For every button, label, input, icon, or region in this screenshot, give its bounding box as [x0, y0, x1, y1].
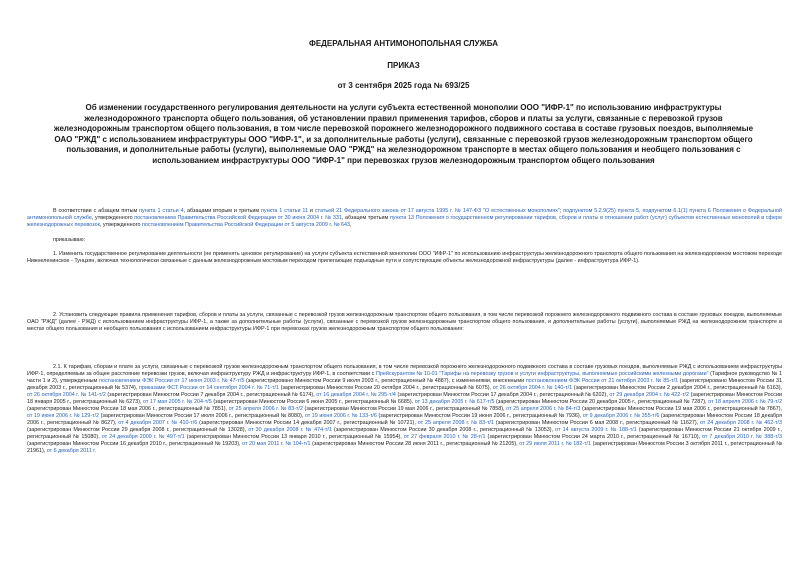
document-type: ПРИКАЗ [387, 61, 420, 70]
text-segment: (зарегистрирован Минюстом России 17 декабря 2004 г., регистрационный № 6202), [395, 392, 610, 398]
text-segment: (зарегистрирован Минюстом России 3 октября 2011 г., регистрационный № 21961), [27, 441, 782, 454]
text-segment: В соответствии с абзацем пятым [53, 208, 140, 214]
text-segment: (зарегистрирован Минюстом России 19 мая 2006 г., регистрационный № 7858), [302, 406, 507, 412]
document-link[interactable]: от 25 апреля 2008 г. № 83-т/1 [417, 420, 494, 426]
text-segment: (Тарифное руководство № 1 части 1 и 2), утвержденным [27, 371, 782, 384]
preamble-paragraph [27, 208, 782, 229]
document-link[interactable]: подпунктом 5.2.9(25) пункта 5, подпунктом 6.1(1) пункта 6 [563, 208, 711, 214]
text-segment: (зарегистрирован Минюстом России 19 мая 2006 г., регистрационный № 7867), [580, 406, 783, 412]
document-link[interactable]: Положения о государственном регулировании тарифов, сборов и платы в отношении работ (услуг) субъектов естественных монополий в сфере железнодорожных перевозок [27, 215, 782, 228]
document-link[interactable]: постановлением Правительства Российской Федерации от 30 июня 2004 г. № 331 [134, 215, 342, 221]
document-link[interactable]: от 7 декабря 2010 г. № 388-т/3 [702, 434, 782, 440]
text-segment: (зарегистрирован Минюстом России 30 декабря 2008 г., регистрационный № 13053), [331, 427, 556, 433]
document-link[interactable]: постановлением ФЭК России от 21 октября 2003 г. № 85-т/1 [525, 378, 678, 384]
item-2-1 [27, 364, 782, 455]
text-segment: (зарегистрирован Минюстом России 28 июня 2011 г., регистрационный № 21205), [310, 441, 520, 447]
order-word: приказываю: [53, 237, 86, 243]
document-link[interactable]: от 27 февраля 2010 г. № 28-т/1 [403, 434, 486, 440]
text-segment: (зарегистрирован Минюстом России 18 мая 2006 г., регистрационный № 7851), [27, 406, 229, 412]
text-segment: (зарегистрирован Минюстом России 13 января 2010 г., регистрационный № 15954), [184, 434, 404, 440]
text-segment: , [350, 222, 352, 228]
document-link[interactable]: Положения о Федеральной антимонопольной службе [27, 208, 782, 221]
document-link[interactable]: от 9 декабря 2006 г. № 355-т/6 [582, 413, 660, 419]
document-link[interactable]: от 30 декабря 2008 г. № 474-т/1 [248, 427, 332, 433]
document-title: Об изменении государственного регулирования деятельности на услуги субъекта естественной монополии ООО "ИФР-1" по использованию инфраструктуры железнодорожного транспорта общего пользования, об установлении правил применения тарифов, сборов и платы за услуги, связанные с перевозкой грузов железнодорожным транспортом общего пользования, в том числе перевозкой порожнего железнодорожного подвижного состава в составе грузовых поездов, выполняемые ОАО "РЖД" с использованием инфраструктуры ООО "ИФР-1", и за дополнительные работы (услуги), связанные с перевозкой грузов железнодорожным транспортом общего пользования, и дополнительные работы (услуги), выполняемые ОАО "РЖД" на железнодорожном транспорте в местах общего пользования и необщего пользования с использованием инфраструктуры ООО "ИФР-1" при перевозках грузов железнодорожным транспортом общего пользования [53, 103, 754, 165]
document-date-number: от 3 сентября 2025 года № 693/25 [337, 81, 470, 90]
document-link[interactable]: Федерального закона от 17 августа 1995 г. № 147-ФЗ "О естественных монополиях" [343, 208, 560, 214]
document-link[interactable]: от 29 декабря 2004 г. № 422-т/2 [609, 392, 690, 398]
text-segment: (зарегистрирован Минюстом России 17 июля 2006 г., регистрационный № 8080), [99, 413, 305, 419]
document-link[interactable]: от 24 декабря 2009 г. № 497-т/1 [101, 434, 185, 440]
document-link[interactable]: Прейскурантом № 10-01 "Тарифы на перевозку грузов и услуги инфраструктуры, выполняемые российскими железными дорогами" [376, 371, 709, 377]
document-link[interactable]: пункта 13 [389, 215, 414, 221]
document-link[interactable]: от 29 июля 2011 г. № 182-т/1 [519, 441, 592, 447]
text-segment: и [308, 208, 315, 214]
text-segment: (зарегистрирован Минюстом России 20 декабря 2005 г., регистрационный № 7287), [494, 399, 709, 405]
document-link[interactable]: постановлением Правительства Российской Федерации от 5 августа 2009 г. № 643 [141, 222, 350, 228]
document-link[interactable]: от 26 октября 2004 г. № 140-т/1 [492, 385, 573, 391]
text-segment: (зарегистрирован Минюстом России 2 декабря 2004 г., регистрационный № 6163), [572, 385, 782, 391]
document-link[interactable]: постановлением ФЭК России от 17 июня 2003 г. № 47-т/5 [98, 378, 245, 384]
item-2: 2. Установить следующие правила применения тарифов, сборов и платы за услуги, связанные с перевозкой грузов железнодорожным транспортом общего пользования, в том числе перевозкой порожнего железнодорожного подвижного состава в составе грузовых поездов, выполняемые ОАО "РЖД" (далее - РЖД) с использованием инфраструктуры ИФР-1, а также за дополнительные работы (услуги), связанные с перевозкой грузов железнодорожным транспортом общего пользования, и дополнительные работы (услуги), выполняемые РЖД на железнодорожном транспорте в местах общего пользования и необщего пользования с использованием инфраструктуры ИФР-1 при перевозках грузов железнодорожным транспортом общего пользования: [27, 312, 782, 332]
text-segment: (зарегистрирован Минюстом России 18 декабря 2006 г., регистрационный № 8627), [27, 413, 782, 426]
text-segment: ; [559, 208, 564, 214]
document-link[interactable]: пункта 1 статьи 4 [139, 208, 184, 214]
text-segment: (зарегистрирован Минюстом России 21 октября 2009 г., регистрационный № 15080), [27, 427, 782, 440]
text-segment: , утвержденного [99, 222, 142, 228]
document-link[interactable]: приказами ФСТ России от 14 сентября 2004 г. № 71-т/1 [139, 385, 280, 391]
text-segment: (зарегистрирован Минюстом России 14 декабря 2007 г., регистрационный № 10721), [197, 420, 418, 426]
text-segment: (зарегистрирован Минюстом России 29 декабря 2008 г., регистрационный № 13028), [27, 427, 249, 433]
text-segment: (зарегистрирован Минюстом России 7 декабря 2004 г., регистрационный № 6174), [105, 392, 317, 398]
text-segment: , утвержденного [91, 215, 135, 221]
text-segment: (зарегистрирован Минюстом России 16 декабря 2010 г., регистрационный № 19203), [27, 441, 243, 447]
text-segment: (зарегистрирован Минюстом России 18 января 2005 г., регистрационный № 6273), [27, 392, 782, 405]
text-segment: , абзацами вторым и третьим [183, 208, 261, 214]
document-link[interactable]: от 13 декабря 2005 г. № 617-т/5 [414, 399, 495, 405]
text-segment: 2.1. К тарифам, сборам и плате за услуги, связанные с перевозкой грузов железнодорожным транспортом общего пользования, в том числе перевозкой порожнего железнодорожного подвижного состава в составе грузовых поездов, выполняемые РЖД с использованием инфраструктуры ИФР-1, определяемым за общее расстояние перевозки грузов, включая инфраструктуру РЖД и инфраструктуру ИФР-1, в соответствии с [27, 364, 782, 377]
text-segment: (зарегистрировано Минюстом России 9 июля 2003 г., регистрационный № 4887), с изменениями, внесенными [244, 378, 526, 384]
document-link[interactable]: от 24 декабря 2008 г. № 462-т/3 [700, 420, 783, 426]
document-link[interactable]: от 26 октября 2004 г. № 141-т/2 [27, 392, 106, 398]
document-link[interactable]: от 25 апреля 2006 г. № 84-т/3 [506, 406, 581, 412]
document-link[interactable]: от 18 апреля 2006 г. № 79-т/2 [708, 399, 783, 405]
item-1: 1. Изменить государственное регулирование деятельности (не применять ценовое регулирование) на услуги субъекта естественной монополии ООО "ИФР-1" по использованию инфраструктуры железнодорожного транспорта общего пользования на железнодорожном мостовом переходе Нижнеленинское - Тунцзян, включая технологически связанные с данным железнодорожным мостовым переходом прилегающие подъездные пути и сопутствующие объекты железнодорожной инфраструктуры (далее - инфраструктура ИФР-1). [27, 251, 782, 264]
document-link[interactable]: от 4 декабря 2007 г. № 410-т/6 [118, 420, 198, 426]
text-segment: , абзацем третьим [341, 215, 390, 221]
text-segment: (зарегистрирован Минюстом России 6 мая 2008 г., регистрационный № 11627), [493, 420, 701, 426]
document-link[interactable]: от 19 июня 2006 г. № 129-т/2 [27, 413, 100, 419]
document-link[interactable]: от 25 апреля 2006 г. № 83-т/2 [228, 406, 303, 412]
text-segment: (зарегистрирован Минюстом России 19 июня 2006 г., регистрационный № 7936), [376, 413, 583, 419]
document-link[interactable]: от 14 августа 2009 г. № 188-т/1 [555, 427, 637, 433]
text-segment: (зарегистрировано Минюстом России 31 декабря 2003 г., регистрационный № 5374), [27, 378, 782, 391]
document-link[interactable]: от 20 мая 2011 г. № 104-т/1 [242, 441, 311, 447]
text-segment: (зарегистрирован Минюстом России 20 октября 2004 г., регистрационный № 6075), [279, 385, 493, 391]
document-link[interactable]: от 6 декабря 2011 г. [46, 448, 97, 454]
document-link[interactable]: статьей 21 [314, 208, 343, 214]
document-link[interactable]: пункта 1 статьи 11 [260, 208, 309, 214]
document-link[interactable]: от 19 июня 2006 г. № 133-т/6 [304, 413, 377, 419]
document-link[interactable]: от 16 декабря 2004 г. № 295-т/4 [316, 392, 396, 398]
text-segment: (зарегистрирован Минюстом России 6 июня 2005 г., регистрационный № 6685), [211, 399, 415, 405]
agency-name: ФЕДЕРАЛЬНАЯ АНТИМОНОПОЛЬНАЯ СЛУЖБА [309, 39, 498, 48]
document-link[interactable]: от 17 мая 2005 г. № 204-т/5 [143, 399, 212, 405]
text-segment: (зарегистрирован Минюстом России 24 марта 2010 г., регистрационный № 16710), [485, 434, 703, 440]
